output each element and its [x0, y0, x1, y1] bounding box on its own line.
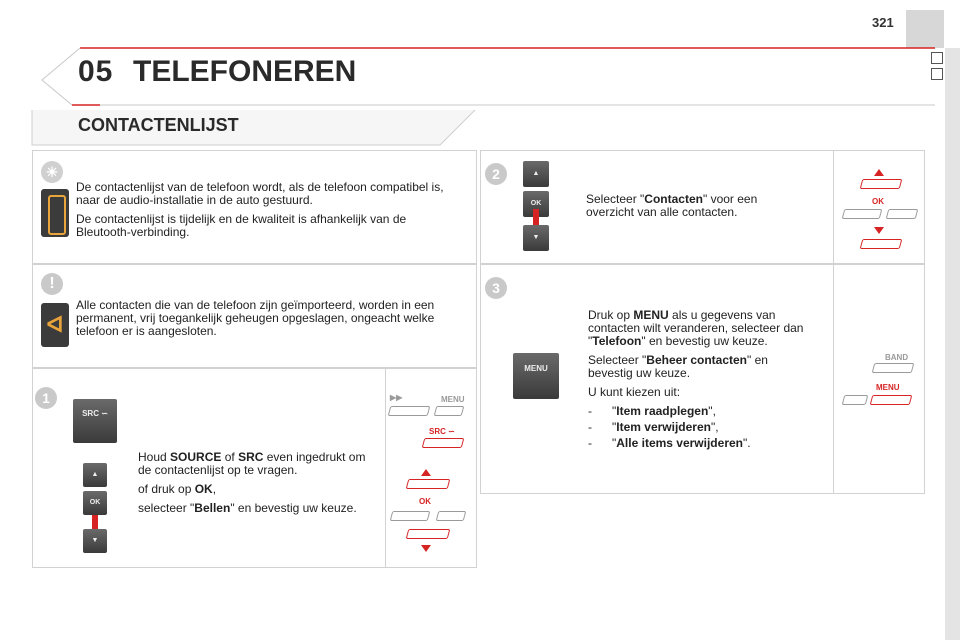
up-button[interactable]: ▲ [83, 463, 107, 487]
diagram-bar [406, 479, 451, 489]
step-3-line-b: Selecteer "Beheer contacten" en bevestig uw keuze. [588, 353, 768, 380]
down-button[interactable]: ▼ [83, 529, 107, 553]
diagram-bar [872, 363, 915, 373]
step-1-line-c: selecteer "Bellen" en bevestig uw keuze. [138, 501, 357, 515]
diagram-menu-label: MENU [876, 383, 900, 392]
chapter-number: 05 [78, 55, 114, 88]
exclamation-icon: ! [41, 273, 63, 295]
chapter-title: TELEFONEREN [133, 55, 357, 88]
warning-box [32, 264, 477, 368]
diagram-bar [406, 529, 451, 539]
diagram-bar [886, 209, 919, 219]
diagram-bar [842, 209, 883, 219]
menu-button[interactable]: MENU [513, 353, 559, 399]
forward-icon: ▶▶ [390, 393, 403, 402]
diagram-ok-label: OK [872, 197, 884, 206]
step-2-box [480, 150, 925, 264]
diagram-ok-label: OK [419, 497, 431, 506]
diagram-bar [436, 511, 467, 521]
divider [833, 151, 834, 263]
diagram-bar [842, 395, 869, 405]
step-1-number: 1 [35, 387, 57, 409]
list-item: - "Alle items verwijderen". [588, 436, 751, 450]
step-3-box [480, 264, 925, 494]
step-1-line-a: Houd SOURCE of SRC even ingedrukt om de contactenlijst op te vragen. [138, 450, 366, 477]
arrow-down-icon [421, 545, 431, 552]
diagram-bar [434, 406, 465, 416]
arrow-up-icon [421, 469, 431, 476]
step-3-line-a: Druk op MENU als u gegevens van contacten wilt veranderen, selecteer dan "Telefoon" en bevestig uw keuze. [588, 308, 804, 348]
warning-text: Alle contacten die van de telefoon zijn geïmporteerd, worden in een permanent, vrij toegankelijk geheugen opgeslagen, ongeacht welke telefoon er is aangesloten. [76, 298, 435, 338]
info-box [32, 150, 477, 264]
diagram-bar [860, 239, 903, 249]
diagram-bar [860, 179, 903, 189]
info-paragraph-1: De contactenlijst van de telefoon wordt, als de telefoon compatibel is, naar de audio-installatie in de auto gestuurd. [76, 180, 444, 207]
ok-button[interactable]: OK [523, 191, 549, 217]
diagram-band-label: BAND [885, 353, 909, 362]
diagram-src-label: SRC ∽ [429, 427, 455, 436]
divider [833, 265, 834, 493]
arrow-down-icon [533, 209, 539, 225]
arrow-up-icon [874, 169, 884, 176]
step-1-line-b: of druk op OK, [138, 482, 217, 496]
step-3-line-c: U kunt kiezen uit: [588, 385, 681, 399]
src-button[interactable]: SRC ∽ [73, 399, 117, 443]
page-number: 321 [872, 15, 894, 30]
step-1-box [32, 368, 477, 568]
bluetooth-icon: ᐊ [41, 303, 69, 347]
phone-icon [41, 189, 69, 237]
step-3-number: 3 [485, 277, 507, 299]
list-item: - "Item verwijderen", [588, 420, 719, 434]
section-title: CONTACTENLIJST [78, 115, 239, 135]
up-button[interactable]: ▲ [523, 161, 549, 187]
diagram-menu-label: MENU [441, 395, 465, 404]
diagram-bar [388, 406, 431, 416]
divider [385, 369, 386, 567]
lightbulb-icon: ☀ [41, 161, 63, 183]
diagram-bar [390, 511, 431, 521]
info-paragraph-2: De contactenlijst is tijdelijk en de kwaliteit is afhankelijk van de Bleutooth-verbinding. [76, 212, 407, 239]
list-item: - "Item raadplegen", [588, 404, 716, 418]
diagram-src-bar [422, 438, 465, 448]
step-2-text: Selecteer "Contacten" voor een overzicht van alle contacten. [586, 192, 758, 219]
down-button[interactable]: ▼ [523, 225, 549, 251]
diagram-menu-bar [870, 395, 913, 405]
step-2-number: 2 [485, 163, 507, 185]
ok-button[interactable]: OK [83, 491, 107, 515]
arrow-down-icon [874, 227, 884, 234]
arrow-down-icon [92, 515, 98, 529]
